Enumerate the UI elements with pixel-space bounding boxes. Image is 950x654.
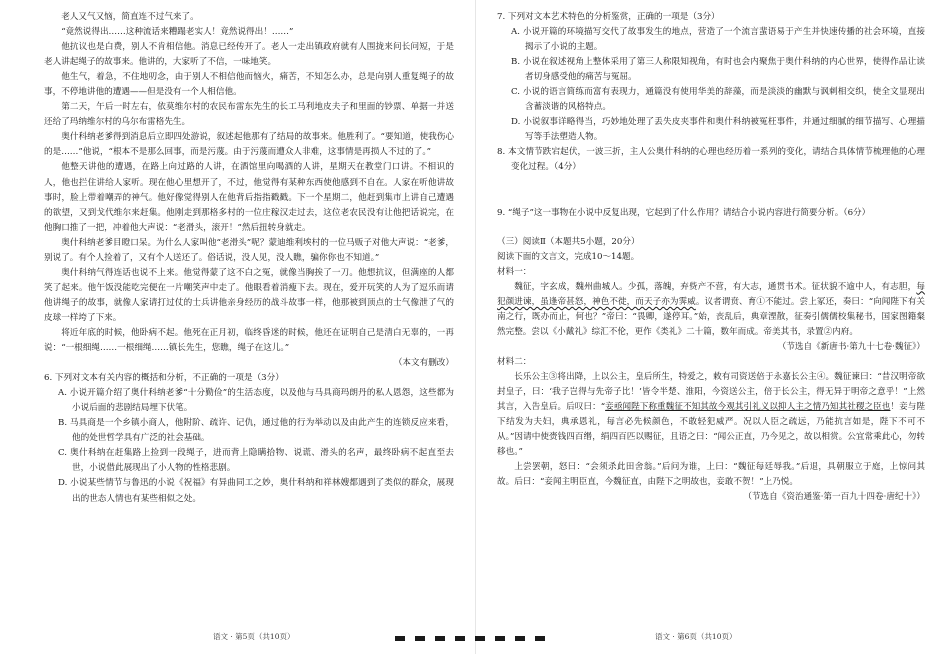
story-paragraph: 他生气，着急，不住地叨念，由于别人不相信他而恼火，痛苦，不知怎么办，总是向别人重复绳子的故事，不停地讲他的遭遇——但是没有一个人相信他。 bbox=[44, 72, 454, 98]
question-7-stem: 7. 下列对文本艺术特色的分析鉴赏，正确的一项是（3分） bbox=[497, 12, 720, 22]
material-1-text bbox=[497, 280, 925, 340]
binding-mark bbox=[455, 636, 465, 641]
material-2-text-end: ！妾与陛下结发为夫妇，典承恩礼，每言必先候颜色，不敢轻犯威严。况以人臣之疏远，乃能抗言如是，陛下不可不从。”因请中使赍钱四百缗，绢四百匹以赐征，且语之曰：“闻公正直，乃今见之，故以相赏。公宜常乘此心，勿转移也。” bbox=[497, 402, 925, 458]
binding-mark bbox=[435, 636, 445, 641]
binding-mark bbox=[415, 636, 425, 641]
material-2-text bbox=[497, 370, 925, 460]
question-7-option-c: C. 小说的语言简练而富有表现力，通篇没有使用华美的辞藻，而是淡淡的幽默与讽刺相交织，使全文显现出含蓄淡谐的风格特点。 bbox=[511, 87, 925, 113]
material-1-wavy-underlined: 每犯颜进谏，虽逢帝甚怒，神色不徙，而天子亦为霁威 bbox=[497, 281, 925, 307]
material-1-label: 材料一： bbox=[497, 266, 532, 277]
question-9: 9. “绳子”这一事物在小说中反复出现，它起到了什么作用？请结合小说内容进行简要分析。（6分） bbox=[497, 207, 871, 218]
story-paragraph: 将近年底的时候，他卧病不起。他死在正月初，临终昏迷的时候，他还在证明自己是清白无辜的，一再说：“一根细绳……一根细绳……镇长先生，您瞧，绳子在这儿。” bbox=[44, 327, 454, 354]
material-2-paragraph-2: 上尝罢朝，怒曰：“会须杀此田舍翁。”后问为谁，上曰：“魏征每廷辱我。”后退，具朝服立于庭，上惊问其故。后曰：“妾闻主明臣直，今魏征直，由陛下之明故也，妾敢不贺！”上乃悦。 bbox=[497, 462, 925, 488]
story-paragraph: 老人又气又恼，简直连不过气来了。 bbox=[61, 12, 199, 22]
story-paragraph: 奥什科纳老爹得到消息后立即四处游说，叙述起他那有了结局的故事来。他胜利了。“要知道，使我伤心的是……”他说，“根本不是那么回事，而是污蔑。由于污蔑而遭众人非难，这事情是再损人不过的了。” bbox=[44, 132, 454, 158]
reading-instruction: 阅读下面的文言文，完成10～14题。 bbox=[497, 251, 640, 262]
story-paragraph: 奥什科纳老爹目瞪口呆。为什么人家叫他“老滑头”呢？蒙迪维利埃村的一位马贩子对他大声说：“老爹，别说了。有个人捡着了，又有个人送还了。俗话说，没人见，没人瞧，骗你你也不知道。” bbox=[44, 237, 454, 263]
section-heading: （三）阅读Ⅱ（本题共5小题，20分） bbox=[497, 236, 640, 247]
question-8: 8. 本文情节跌宕起伏，一波三折，主人公奥什科纳的心理也经历着一系列的变化，请结合具体情节梳理他的心理变化过程。（4分） bbox=[497, 147, 925, 173]
material-1-text-end: 。议者谓贲、育①不能过。尝上冢还，奏曰：“向闻陛下有关南之行，既办而止，何也？”帝曰：“畏卿，遂停耳。”始，丧乱后，典章湮散，征奏引儒儒校集秘书，国家图籍粲然完整。尝以《小戴礼》综汇不伦，更作《类礼》二十篇，数年而成。帝美其书，录置②内府。 bbox=[497, 296, 925, 337]
binding-mark bbox=[395, 636, 405, 641]
story-paragraph: 第二天，午后一时左右，依莫维尔村的农民布雷东先生的长工马利地皮夫子和里面的钞票、单据一并送还给了玛纳维尔村的乌尔布雷格先生。 bbox=[44, 102, 454, 128]
story-paragraph: 他抗议也是白费，别人不肯相信他。消息已经传开了。老人一走出镇政府就有人围拢来问长问短，于是老人讲起绳子的故事来。他讲的，大家听了不信，一味地笑。 bbox=[44, 42, 454, 68]
material-2-source: （节选自《资治通鉴·第一百九十四卷·唐纪十》） bbox=[743, 492, 925, 503]
page-footer-5: 语文 · 第5页（共10页） bbox=[213, 632, 295, 641]
answer-space bbox=[497, 176, 925, 206]
story-paragraph: 奥什科纳气得连话也说不上来。他觉得蒙了这不白之冤，就像当胸挨了一刀。他想抗议，但满座的人都笑了起来。他午饭没能吃完便在一片嘲笑声中走了。他眼看着消瘦下去。现在，爱开玩笑的人为了逗乐而请他讲绳子的故事，就像人家请打过仗的士兵讲他亲身经历的战斗故事一样，他那被到顶点的士气像泄了气的皮球一样垮了下来。 bbox=[44, 267, 454, 323]
story-paragraph: “竟然说得出……这种流话来糟蹋老实人！竟然说得出！……” bbox=[61, 27, 294, 38]
question-6-option-d: D. 小说某些情节与鲁迅的小说《祝福》有异曲同工之妙，奥什科纳和祥林嫂都遇到了类似的群众，展现出的世态人情也有某些相似之处。 bbox=[58, 478, 454, 504]
material-2-label: 材料二： bbox=[497, 356, 532, 367]
question-6-option-a: A. 小说开篇介绍了奥什科纳老爹“十分勤俭”的生活态度，以及他与马具商玛朗丹的私人恩怨，这些都为小说后面的悲剧结局埋下伏笔。 bbox=[58, 388, 454, 414]
question-6-option-b: B. 马具商是一个乡镇小商人，他附阶、疏许、记仇，通过他的行为举动以及由此产生的连锁反应来看，他的处世哲学具有广泛的社会基础。 bbox=[58, 418, 454, 444]
question-6-option-c: C. 奥什科纳在赶集路上捡到一段绳子，进而背上隐瞒拾物、说谎、滑头的名声，最终卧病不起直至去世，小说借此展现出了小人物的性格悲剧。 bbox=[58, 448, 454, 474]
material-2-underlined: 妾亟闻陛下称重魏征不知其故今观其引礼义以抑人主之情乃知其社稷之臣也 bbox=[605, 402, 891, 413]
story-source-note: （本文有删改） bbox=[393, 358, 454, 369]
page-footer-6: 语文 · 第6页（共10页） bbox=[655, 632, 737, 641]
question-6-stem: 6. 下列对文本有关内容的概括和分析，不正确的一项是（3分） bbox=[44, 373, 284, 384]
right-page bbox=[477, 0, 950, 654]
material-2-text-start: 长乐公主③将出降，上以公主，皇后所生，特爱之，敕有司资送倍于永嘉长公主④。魏征谏曰：“昔汉明帝欲封皇子，曰：‘我子岂得与先帝子比！’皆令半楚、淮阳，今资送公主，倍于长公主，得无异于明帝之意乎！”上然其言，入告皇后。后叹曰：“ bbox=[497, 371, 925, 413]
question-7-option-d: D. 小说叙事详略得当，巧妙地处理了丢失皮夹事件和奥什科纳被冤枉事件，并通过细腻的细节描写、心理描写等手法塑造人物。 bbox=[511, 117, 925, 143]
right-column bbox=[497, 10, 925, 505]
left-column bbox=[44, 10, 454, 507]
question-7-option-a: A. 小说开篇的环境描写交代了故事发生的地点，营造了一个流言蜚语易于产生并快速传播的社会环境，直接揭示了小说的主题。 bbox=[511, 27, 925, 53]
material-1-source: （节选自《新唐书·第九十七卷·魏征》） bbox=[777, 341, 925, 352]
material-1-text-start: 魏征，字玄成，魏州曲城人。少孤，落魄，弃赀产不营，有大志，通贯书术。征状貌不逾中人，有志胆， bbox=[514, 281, 917, 292]
question-7-option-b: B. 小说在叙述视角上整体采用了第三人称限知视角，有时也会内聚焦于奥什科纳的内心世界，使得作品让读者切身感受他的痛苦与冤屈。 bbox=[511, 57, 925, 83]
page-divider bbox=[475, 0, 476, 654]
story-paragraph: 他整天讲他的遭遇，在路上向过路的人讲，在酒馆里向喝酒的人讲，星期天在教堂门口讲。不相识的人，他也拦住讲给人家听。现在他心里想开了，不过，他觉得有某种东西使他感到不自在。人家在听他讲故事时，脸上带着嘲弄的神气。他好像觉得别人在他背后指指戳戳。下一个星期二，他赶到集市上讲自己遭遇的欲望，又到戈代维尔来赶集。他刚走到那格多村的一位庄稼汉走过去，这位老农民没有让他把话说完，在他胸口推了一把，冲着他大声说：“老滑头，滚开！”然后扭转身就走。 bbox=[44, 162, 454, 233]
answer-space bbox=[497, 221, 925, 231]
